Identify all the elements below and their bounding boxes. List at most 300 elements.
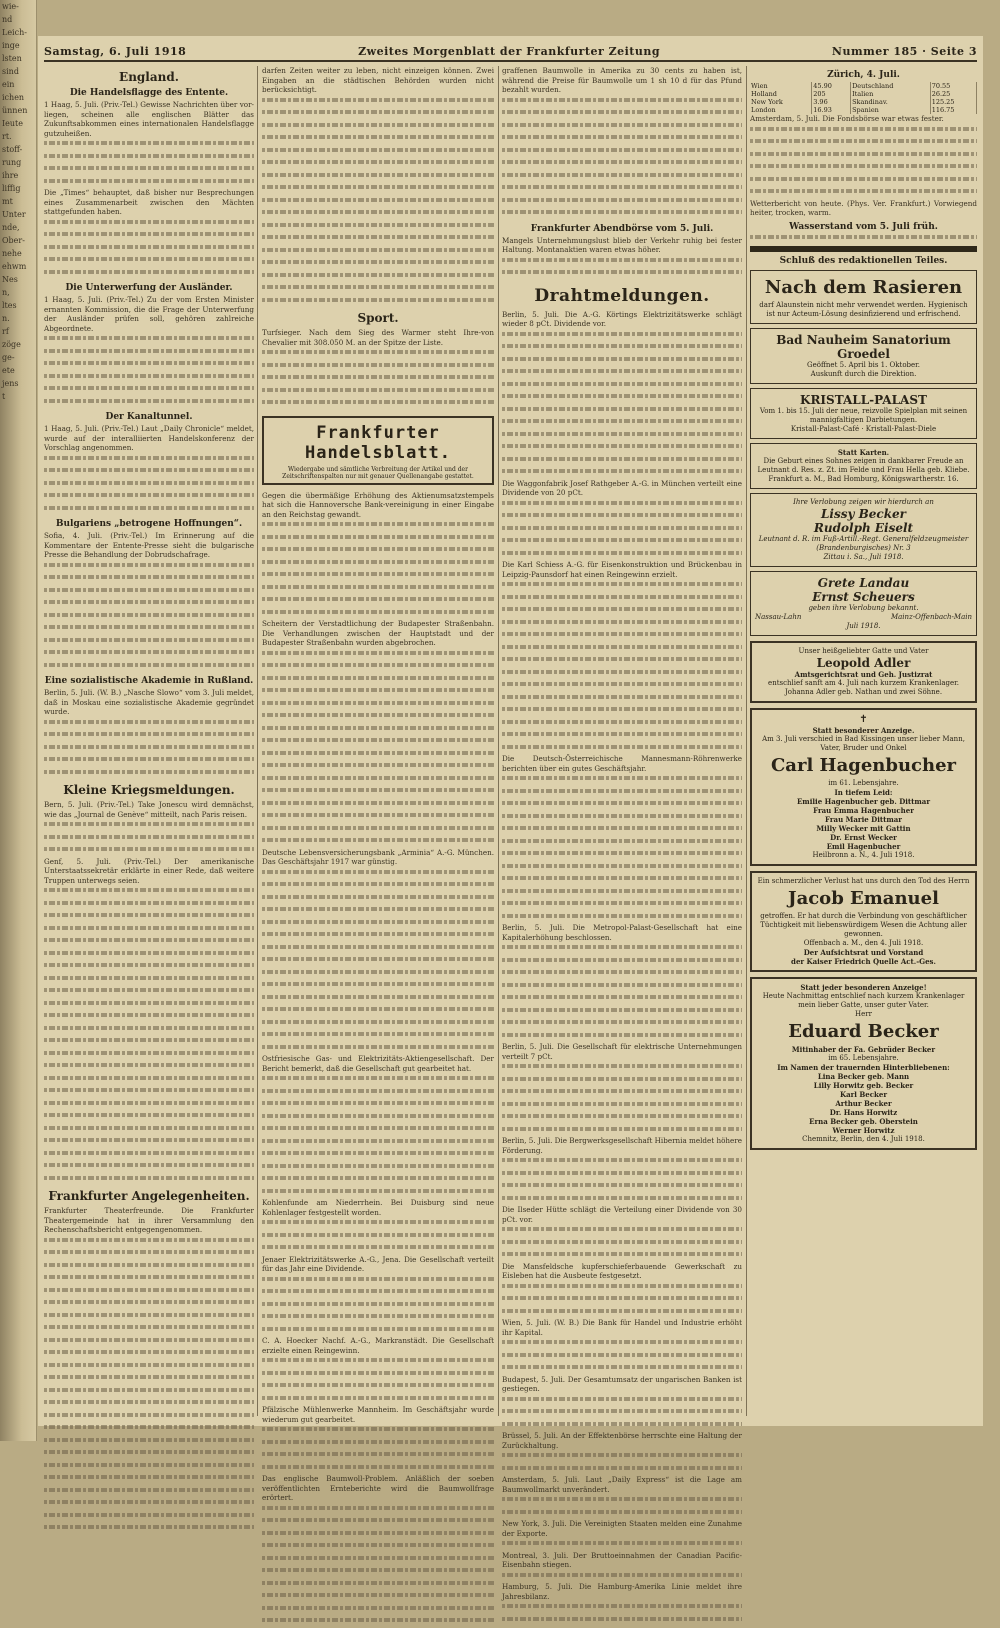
illegible-text-line	[262, 713, 494, 723]
illegible-text-line	[502, 732, 742, 742]
edge-text-fragment: Ieute	[2, 119, 23, 128]
illegible-text-line	[44, 588, 254, 598]
deceased-name: Jacob Emanuel	[788, 888, 939, 909]
illegible-text-line	[44, 1338, 254, 1348]
illegible-text-line	[262, 1164, 494, 1174]
illegible-text-line	[44, 770, 254, 780]
illegible-text-line	[502, 513, 742, 523]
obituary-text: Ein schmerzlicher Verlust hat uns durch den Tod des Herrn	[757, 877, 970, 885]
table-cell: Holland	[750, 90, 812, 98]
edge-text-fragment: liffig	[2, 184, 21, 193]
illegible-text-line	[44, 1063, 254, 1073]
engagement-announcement-landau	[750, 571, 977, 636]
ad-text: Frankfurt a. M., Bad Homburg, Königswartherstr. 16.	[768, 475, 959, 483]
subheading: Eine sozialistische Akademie in Rußland.	[44, 676, 254, 686]
illegible-text-line	[262, 1327, 494, 1337]
illegible-text-line	[44, 926, 254, 936]
illegible-text-line	[502, 148, 742, 158]
ad-title: Bad Nauheim Sanatorium Groedel	[776, 333, 951, 361]
article-text: Die Karl Schiess A.-G. für Eisenkonstruktion und Brückenbau in Leipzig-Paunsdorf hat einen Reingewinn erzielt.	[502, 560, 742, 579]
edge-text-fragment: Leich-	[2, 28, 27, 37]
ad-text: Leutnant d. Res. z. Zt. im Felde und Frau Hella geb. Kliebe.	[757, 466, 970, 474]
header-title: Zweites Morgenblatt der Frankfurter Zeitung	[358, 44, 661, 58]
mourner-name: Frau Marie Dittmar	[825, 815, 902, 824]
illegible-text-line	[44, 1413, 254, 1423]
illegible-text-line	[502, 889, 742, 899]
illegible-text-line	[750, 152, 977, 162]
ad-text: Ihre Verlobung zeigen wir hierdurch an	[793, 498, 934, 506]
table-cell: Spanien	[851, 106, 931, 114]
subheading: Die Unterwerfung der Ausländer.	[65, 283, 233, 293]
illegible-text-line	[44, 575, 254, 585]
table-cell: 125.25	[930, 98, 976, 106]
illegible-text-line	[262, 826, 494, 836]
section-heading: England.	[119, 70, 179, 84]
illegible-text-line	[262, 776, 494, 786]
illegible-text-line	[502, 1240, 742, 1250]
illegible-text-line	[502, 1252, 742, 1262]
illegible-text-line	[502, 582, 742, 592]
illegible-text-line	[502, 1102, 742, 1112]
column-rule	[498, 66, 499, 1416]
obituary-heading: Statt besonderer Anzeige.	[812, 726, 915, 735]
mourner-name: Dr. Hans Horwitz	[829, 1108, 898, 1117]
article-text: Frankfurter Theaterfreunde. Die Frankfurter Theatergemeinde hat in ihrer Versammlung den Rechenschaftsbericht entgegengenommen.	[44, 1206, 254, 1234]
illegible-text-line	[44, 563, 254, 573]
obituary-hagenbucher	[750, 708, 977, 866]
mourner-name: Lilly Horwitz geb. Becker	[813, 1081, 914, 1090]
weather-report: Wetterbericht von heute. (Phys. Ver. Frankfurt.) Vorwiegend heiter, trocken, warm.	[750, 198, 977, 217]
illegible-text-line	[44, 468, 254, 478]
illegible-text-line	[502, 707, 742, 717]
illegible-text-line	[502, 210, 742, 220]
mourner-name: Frau Emma Hagenbucher	[813, 806, 914, 815]
article-text: Jenaer Elektrizitätswerke A.-G., Jena. Die Gesellschaft verteilt für das Jahr eine Dividende.	[262, 1254, 494, 1273]
illegible-text-line	[750, 177, 977, 187]
illegible-text-line	[262, 1427, 494, 1437]
illegible-text-line	[502, 657, 742, 667]
illegible-text-line	[262, 110, 494, 120]
illegible-text-line	[502, 1183, 742, 1193]
illegible-text-line	[44, 1051, 254, 1061]
illegible-text-line	[262, 1302, 494, 1312]
illegible-text-line	[262, 838, 494, 848]
edge-text-fragment: zöge	[2, 340, 21, 349]
obituary-becker	[750, 977, 977, 1150]
illegible-text-line	[502, 1077, 742, 1087]
illegible-text-line	[502, 332, 742, 342]
illegible-text-line	[262, 522, 494, 532]
illegible-text-line	[262, 198, 494, 208]
illegible-text-line	[262, 895, 494, 905]
illegible-text-line	[44, 600, 254, 610]
ad-kristall-palast	[750, 388, 977, 439]
illegible-text-line	[44, 1263, 254, 1273]
article-text: Amsterdam, 5. Juli. Die Fondsbörse war etwas fester.	[750, 114, 944, 123]
illegible-text-line	[262, 870, 494, 880]
illegible-text-line	[502, 469, 742, 479]
illegible-text-line	[502, 1127, 742, 1137]
illegible-text-line	[262, 1531, 494, 1541]
illegible-text-line	[44, 141, 254, 151]
illegible-text-line	[262, 285, 494, 295]
illegible-text-line	[502, 369, 742, 379]
illegible-text-line	[262, 273, 494, 283]
article-text: Sofia, 4. Juli. (Priv.-Tel.) Im Erinnerung auf die Kommentare der Entente-Presse sieht die bulgarische Presse die Behandlung der Dobrudschafrage.	[44, 531, 254, 559]
table-cell: London	[750, 106, 812, 114]
illegible-text-line	[262, 788, 494, 798]
edge-text-fragment: lsten	[2, 54, 22, 63]
illegible-text-line	[262, 1371, 494, 1381]
page-header	[44, 42, 977, 62]
illegible-text-line	[44, 613, 254, 623]
ad-date: Juli 1918.	[846, 622, 881, 630]
article-text: New York, 3. Juli. Die Vereinigten Staaten melden eine Zunahme der Exporte.	[502, 1519, 742, 1538]
column-1	[44, 66, 254, 1535]
illegible-text-line	[502, 645, 742, 655]
subheading: Bulgariens „betrogene Hoffnungen“.	[55, 519, 243, 529]
edge-text-fragment: rt.	[2, 132, 12, 141]
edge-text-fragment: ehwm	[2, 262, 27, 271]
illegible-text-line	[502, 1510, 742, 1520]
illegible-text-line	[44, 257, 254, 267]
illegible-text-line	[262, 375, 494, 385]
subheading: Der Kanaltunnel.	[105, 412, 193, 422]
illegible-text-line	[44, 349, 254, 359]
article-text: Berlin, 5. Juli. Die A.-G. Körtings Elektrizitätswerke schlägt wieder 8 pCt. Dividende vor.	[502, 309, 742, 328]
illegible-text-line	[502, 814, 742, 824]
illegible-text-line	[262, 801, 494, 811]
illegible-text-line	[44, 232, 254, 242]
illegible-text-line	[44, 1475, 254, 1485]
subheading: Die Handelsflagge des Entente.	[69, 88, 229, 98]
illegible-text-line	[502, 135, 742, 145]
obituary-text: entschlief sanft am 4. Juli nach kurzem Krankenlager.	[768, 679, 959, 687]
obituary-text: getroffen. Er hat durch die Verbindung von geschäftlicher Tüchtigkeit mit liebenswürdigem Wesen die Achtung aller gewonnen.	[760, 912, 967, 938]
engaged-name: Ernst Scheuers	[812, 590, 915, 604]
obituary-text: Am 3. Juli verschied in Bad Kissingen unser lieber Mann, Vater, Bruder und Onkel	[762, 735, 965, 752]
table-row	[750, 82, 977, 90]
illegible-text-line	[262, 726, 494, 736]
table-cell: 3.96	[812, 98, 851, 106]
edge-text-fragment: nd	[2, 15, 13, 24]
obituary-place: Chemnitz, Berlin, den 4. Juli 1918.	[802, 1135, 925, 1143]
illegible-text-line	[44, 336, 254, 346]
illegible-text-line	[502, 432, 742, 442]
illegible-text-line	[44, 976, 254, 986]
illegible-text-line	[44, 913, 254, 923]
illegible-text-line	[502, 607, 742, 617]
illegible-text-line	[502, 457, 742, 467]
table-cell: 16.93	[812, 106, 851, 114]
illegible-text-line	[502, 1008, 742, 1018]
ad-text: Vom 1. bis 15. Juli der neue, reizvolle Spielplan mit seinen mannigfaltigen Darbietungen.	[759, 407, 968, 424]
obituary-org: Der Aufsichtsrat und Vorstand	[803, 948, 924, 957]
obituary-place: Offenbach a. M., den 4. Juli 1918.	[803, 939, 924, 947]
table-cell: Wien	[750, 82, 812, 90]
illegible-text-line	[44, 386, 254, 396]
article-text: Das englische Baumwoll-Problem. Anläßlich der soeben veröffentlichten Ernteberichte wird die Baumwollfrage erörtert.	[262, 1474, 494, 1502]
illegible-text-line	[262, 1358, 494, 1368]
illegible-text-line	[262, 1277, 494, 1287]
illegible-text-line	[262, 1089, 494, 1099]
handelsblatt-masthead	[262, 416, 494, 485]
illegible-text-line	[262, 651, 494, 661]
illegible-text-line	[262, 350, 494, 360]
illegible-text-line	[44, 938, 254, 948]
illegible-text-line	[502, 394, 742, 404]
ad-title: Nach dem Rasieren	[764, 277, 963, 298]
illegible-text-line	[262, 1032, 494, 1042]
illegible-text-line	[502, 958, 742, 968]
table-cell: New York	[750, 98, 812, 106]
illegible-text-line	[502, 876, 742, 886]
table-cell: 116.75	[930, 106, 976, 114]
illegible-text-line	[502, 801, 742, 811]
illegible-text-line	[44, 456, 254, 466]
illegible-text-line	[262, 701, 494, 711]
article-text: Gegen die übermäßige Erhöhung des Aktienumsatzstempels hat sich die Hannoversche Bank-vereinigung in einer Eingabe an den Reichstag gewandt.	[262, 490, 494, 519]
article-text: Berlin, 5. Juli. Die Metropol-Palast-Gesellschaft hat eine Kapitalerhöhung beschlossen.	[502, 923, 742, 942]
illegible-text-line	[44, 625, 254, 635]
illegible-text-line	[44, 1026, 254, 1036]
illegible-text-line	[502, 160, 742, 170]
illegible-text-line	[44, 1463, 254, 1473]
mourner-name: Arthur Becker	[835, 1099, 892, 1108]
illegible-text-line	[750, 164, 977, 174]
article-text: graffenen Baumwolle in Amerika zu 30 cents zu haben ist, während die Preise für Baumwolle um 1 sh 10 d für das Pfund bezahlt wurden.	[502, 66, 742, 94]
edge-text-fragment: Ober-	[2, 236, 25, 245]
drahtmeldungen-heading: Drahtmeldungen.	[534, 285, 710, 306]
edge-text-fragment: ge-	[2, 353, 15, 362]
engagement-announcement-becker	[750, 493, 977, 567]
illegible-text-line	[44, 650, 254, 660]
illegible-text-line	[44, 663, 254, 673]
ad-place: Nassau-Lahn	[755, 613, 802, 621]
illegible-text-line	[44, 1425, 254, 1435]
illegible-text-line	[262, 1383, 494, 1393]
illegible-text-line	[262, 1289, 494, 1299]
illegible-text-line	[262, 1606, 494, 1616]
obituary-emanuel	[750, 871, 977, 972]
obituary-text: Unser heißgeliebter Gatte und Vater	[798, 647, 929, 655]
section-heading: Frankfurter Angelegenheiten.	[48, 1189, 250, 1203]
illegible-text-line	[262, 751, 494, 761]
illegible-text-line	[44, 1500, 254, 1510]
article-text: Die Deutsch-Österreichische Mannesmann-Röhrenwerke berichten über ein gutes Geschäftsjahr.	[502, 754, 742, 773]
deceased-name: Carl Hagenbucher	[770, 755, 957, 776]
illegible-text-line	[750, 127, 977, 137]
illegible-text-line	[262, 1126, 494, 1136]
illegible-text-line	[44, 822, 254, 832]
article-text: Montreal, 3. Juli. Der Bruttoeinnahmen der Canadian Pacific-Eisenbahn stiegen.	[502, 1550, 742, 1569]
illegible-text-line	[44, 963, 254, 973]
ad-places	[755, 613, 972, 622]
ad-rasieren	[750, 270, 977, 324]
mourner-name: Lina Becker geb. Mann	[817, 1072, 910, 1081]
illegible-text-line	[262, 1543, 494, 1553]
article-text: Pfälzische Mühlenwerke Mannheim. Im Geschäftsjahr wurde wiederum gut gearbeitet.	[262, 1405, 494, 1424]
illegible-text-line	[502, 1541, 742, 1551]
illegible-text-line	[502, 1453, 742, 1463]
edge-text-fragment: ein	[2, 80, 15, 89]
article-text: Genf, 5. Juli. (Priv.-Tel.) Der amerikanische Unterstaatssekretär erklärte in einer Rede, daß weitere Truppen unterwegs seien.	[44, 856, 254, 885]
obituary-text: Im Namen der trauernden Hinterbliebenen:	[777, 1063, 950, 1072]
illegible-text-line	[502, 382, 742, 392]
illegible-text-line	[262, 1465, 494, 1475]
illegible-text-line	[44, 506, 254, 516]
article-text: 1 Haag, 5. Juli. (Priv.-Tel.) Zu der vom Ersten Minister ernannten Kommission, die die Frage der Unterwerfung der Ausländer prüfen soll, gehören zahlreiche Abgeordnete.	[44, 295, 254, 333]
illegible-text-line	[502, 123, 742, 133]
article-text: Mangels Unternehmungslust blieb der Verkehr ruhig bei fester Haltung. Montanaktien waren etwas höher.	[502, 235, 742, 254]
article-text: Berlin, 5. Juli. Die Gesellschaft für elektrische Unternehmungen verteilt 7 pCt.	[502, 1042, 742, 1061]
illegible-text-line	[262, 1245, 494, 1255]
illegible-text-line	[44, 154, 254, 164]
exchange-rates-table	[750, 82, 977, 114]
ad-place: Mainz-Offenbach-Main	[890, 613, 972, 621]
masthead-title: Frankfurter Handelsblatt.	[304, 422, 452, 463]
illegible-text-line	[44, 1363, 254, 1373]
illegible-text-line	[262, 1114, 494, 1124]
illegible-text-line	[262, 1220, 494, 1230]
illegible-text-line	[502, 185, 742, 195]
illegible-text-line	[44, 1525, 254, 1535]
illegible-text-line	[44, 1438, 254, 1448]
illegible-text-line	[262, 363, 494, 373]
ad-text: Die Geburt eines Sohnes zeigen in dankbarer Freude an	[763, 457, 964, 465]
mourner-name: Milly Wecker mit Gattin	[816, 824, 911, 833]
illegible-text-line	[502, 901, 742, 911]
illegible-text-line	[44, 1250, 254, 1260]
illegible-text-line	[502, 695, 742, 705]
illegible-text-line	[44, 374, 254, 384]
illegible-text-line	[502, 344, 742, 354]
illegible-text-line	[44, 1001, 254, 1011]
illegible-text-line	[44, 245, 254, 255]
edge-text-fragment: nde,	[2, 223, 20, 232]
illegible-text-line	[44, 1488, 254, 1498]
illegible-text-line	[262, 1151, 494, 1161]
illegible-text-line	[262, 882, 494, 892]
newspaper-page	[38, 36, 983, 1601]
illegible-text-line	[502, 595, 742, 605]
illegible-text-line	[262, 1314, 494, 1324]
illegible-text-line	[502, 1353, 742, 1363]
illegible-text-line	[502, 1196, 742, 1206]
illegible-text-line	[502, 1171, 742, 1181]
illegible-text-line	[262, 1506, 494, 1516]
illegible-text-line	[44, 1101, 254, 1111]
illegible-text-line	[44, 1076, 254, 1086]
illegible-text-line	[262, 148, 494, 158]
edge-text-fragment: ete	[2, 366, 15, 375]
table-cell: 70.55	[930, 82, 976, 90]
illegible-text-line	[44, 1513, 254, 1523]
illegible-text-line	[44, 720, 254, 730]
illegible-text-line	[502, 1020, 742, 1030]
illegible-text-line	[502, 1309, 742, 1319]
illegible-text-line	[750, 189, 977, 199]
mourners-list	[756, 1072, 971, 1135]
edge-text-fragment: Nes	[2, 275, 18, 284]
illegible-text-line	[502, 198, 742, 208]
illegible-text-line	[262, 1101, 494, 1111]
illegible-text-line	[262, 1233, 494, 1243]
mourners-list	[756, 797, 971, 851]
illegible-text-line	[502, 632, 742, 642]
edge-text-fragment: n,	[2, 288, 10, 297]
illegible-text-line	[262, 1189, 494, 1199]
illegible-text-line	[44, 220, 254, 230]
illegible-text-line	[44, 179, 254, 189]
illegible-text-line	[262, 160, 494, 170]
illegible-text-line	[262, 1007, 494, 1017]
illegible-text-line	[44, 757, 254, 767]
illegible-text-line	[44, 1313, 254, 1323]
ad-text: Leutnant d. R. im Fuß-Artill.-Regt. Generalfeldzeugmeister (Brandenburgisches) Nr. 3	[758, 535, 969, 552]
illegible-text-line	[262, 135, 494, 145]
illegible-text-line	[502, 1284, 742, 1294]
illegible-text-line	[262, 400, 494, 410]
illegible-text-line	[44, 1113, 254, 1123]
table-cell: 26.25	[930, 90, 976, 98]
article-text: 1 Haag, 5. Juli. (Priv.-Tel.) Gewisse Nachrichten über vor-liegen, scheinen alle englischen Blätter das Zukunftsabkommen eines internationalen Handelsflagge gutzuheißen.	[44, 100, 254, 138]
illegible-text-line	[262, 298, 494, 308]
illegible-text-line	[44, 1151, 254, 1161]
illegible-text-line	[44, 1126, 254, 1136]
illegible-text-line	[44, 270, 254, 280]
article-text: C. A. Hoecker Nachf. A.-G., Markranstädt. Die Gesellschaft erzielte einen Reingewinn.	[262, 1336, 494, 1355]
article-text: Kohlenfunde am Niederrhein. Bei Duisburg sind neue Kohlenlager festgestellt worden.	[262, 1198, 494, 1217]
illegible-text-line	[44, 1450, 254, 1460]
article-text: 1 Haag, 5. Juli. (Priv.-Tel.) Laut „Daily Chronicle“ meldet, wurde auf der interalliierten Handelskonferenz der Vorschlag angenommen.	[44, 424, 254, 452]
illegible-text-line	[44, 1350, 254, 1360]
edge-text-fragment: jens	[2, 379, 19, 388]
edge-text-fragment: ünnen	[2, 106, 28, 115]
edge-text-fragment: ltes	[2, 301, 17, 310]
illegible-text-line	[262, 982, 494, 992]
illegible-text-line	[502, 970, 742, 980]
illegible-text-line	[502, 1114, 742, 1124]
illegible-text-line	[262, 1020, 494, 1030]
illegible-text-line	[262, 123, 494, 133]
article-text: Wien, 5. Juli. (W. B.) Die Bank für Handel und Industrie erhöht ihr Kapital.	[502, 1318, 742, 1337]
illegible-text-line	[44, 901, 254, 911]
edge-text-fragment: wie-	[2, 2, 19, 11]
article-text: Die Ilseder Hütte schlägt die Verteilung einer Dividende von 30 pCt. vor.	[502, 1205, 742, 1224]
section-heading: Sport.	[357, 311, 399, 325]
column-rule	[257, 66, 258, 1416]
ad-text: Geöffnet 5. April bis 1. Oktober.	[807, 361, 920, 369]
illegible-text-line	[502, 620, 742, 630]
illegible-text-line	[502, 839, 742, 849]
illegible-text-line	[262, 235, 494, 245]
column-3	[502, 66, 742, 1626]
illegible-text-line	[262, 185, 494, 195]
illegible-text-line	[502, 538, 742, 548]
illegible-text-line	[502, 789, 742, 799]
illegible-text-line	[502, 258, 742, 268]
article-text: Die „Times“ behauptet, daß bisher nur Besprechungen eines Zusammenarbeit zwischen den Mächten stattgefunden haben.	[44, 188, 254, 216]
illegible-text-line	[502, 682, 742, 692]
illegible-text-line	[44, 988, 254, 998]
illegible-text-line	[262, 1593, 494, 1603]
article-text: Ostfriesische Gas- und Elektrizitäts-Aktiengesellschaft. Der Bericht bemerkt, daß die Gesellschaft gut gearbeitet hat.	[262, 1054, 494, 1073]
divider	[750, 246, 977, 252]
illegible-text-line	[44, 1088, 254, 1098]
illegible-text-line	[502, 1604, 742, 1614]
illegible-text-line	[502, 1573, 742, 1583]
